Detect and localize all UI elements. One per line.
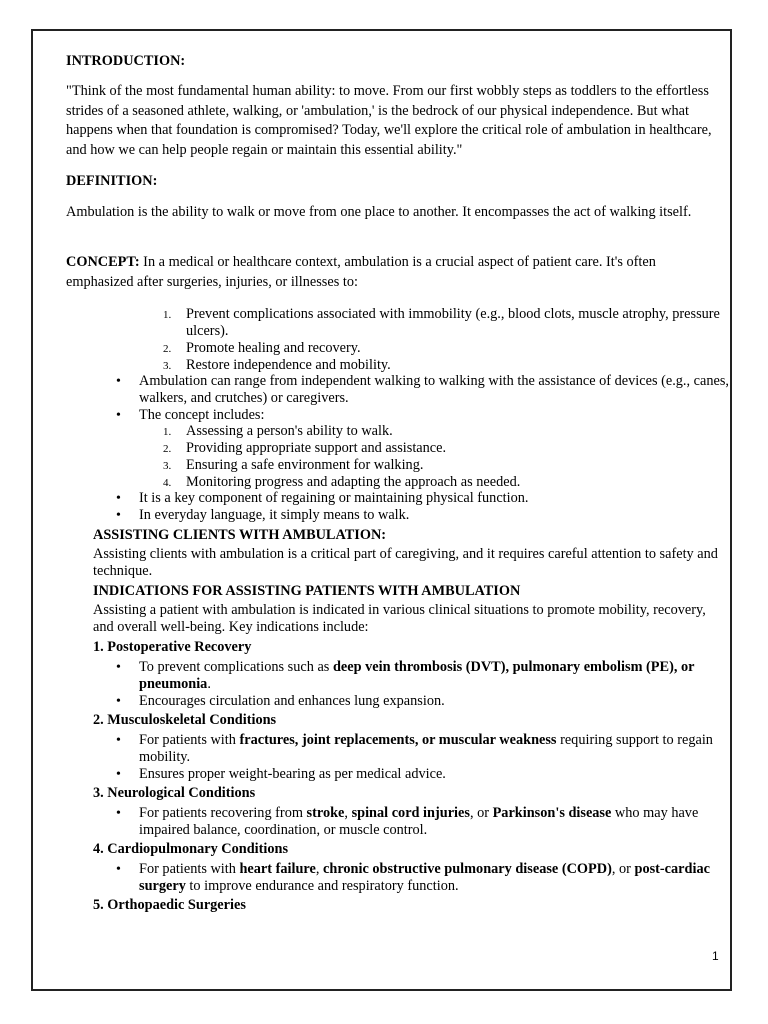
list-item: • It is a key component of regaining or maintaining physical function. xyxy=(139,490,729,507)
introduction-text: "Think of the most fundamental human ability: to move. From our first wobbly steps as toddlers to the effortless strides of a seasoned athlete, walking, or 'ambulation,' is the bedrock of our physical independence. But what happens when that foundation is compromised? Today, we'll explore the critical role of ambulation in healthcare, and how we can help people regain or maintain this essential ability." xyxy=(66,83,712,158)
indications-heading: INDICATIONS FOR ASSISTING PATIENTS WITH AMBULATION xyxy=(93,583,521,599)
list-item: • To prevent complications such as deep vein thrombosis (DVT), pulmonary embolism (PE), or pneumonia. xyxy=(139,659,729,693)
list-item: 2. Promote healing and recovery. xyxy=(163,340,361,356)
page-number: 1 xyxy=(712,949,719,963)
section-title-orthopaedic: 5. Orthopaedic Surgeries xyxy=(93,897,246,913)
cardiopulmonary-bullets xyxy=(139,861,729,895)
list-item: 4. Monitoring progress and adapting the approach as needed. xyxy=(163,474,521,490)
list-item: • For patients with heart failure, chronic obstructive pulmonary disease (COPD), or post-cardiac surgery to improve endurance and respiratory function. xyxy=(139,861,729,895)
list-item: • The concept includes: xyxy=(139,407,729,424)
section-title-musculoskeletal: 2. Musculoskeletal Conditions xyxy=(93,712,277,728)
definition-text: Ambulation is the ability to walk or move from one place to another. It encompasses the act of walking itself. xyxy=(66,204,692,220)
list-item: • Ensures proper weight-bearing as per medical advice. xyxy=(139,766,729,783)
list-item: • For patients with fractures, joint replacements, or muscular weakness requiring support to regain mobility. xyxy=(139,732,729,766)
list-item: • Encourages circulation and enhances lung expansion. xyxy=(139,693,729,710)
concept-bullets-2 xyxy=(139,490,729,524)
concept-includes-list xyxy=(163,423,726,491)
list-item: • Ambulation can range from independent walking to walking with the assistance of devices (e.g., canes, walkers, and crutches) or caregivers. xyxy=(139,373,729,407)
list-item: 3. Ensuring a safe environment for walking. xyxy=(163,457,424,473)
list-item: 2. Providing appropriate support and assistance. xyxy=(163,440,447,456)
section-title-postoperative: 1. Postoperative Recovery xyxy=(93,639,252,655)
section-title-cardiopulmonary: 4. Cardiopulmonary Conditions xyxy=(93,841,289,857)
assisting-heading: ASSISTING CLIENTS WITH AMBULATION: xyxy=(93,527,387,543)
indications-text: Assisting a patient with ambulation is indicated in various clinical situations to promote mobility, recovery, and overall well-being. Key indications include: xyxy=(93,602,706,635)
concept-bullets-1 xyxy=(139,373,729,424)
concept-paragraph xyxy=(66,253,726,292)
neurological-bullets xyxy=(139,805,729,839)
assisting-text: Assisting clients with ambulation is a critical part of caregiving, and it requires careful attention to safety and technique. xyxy=(93,546,718,579)
list-item: 1. Assessing a person's ability to walk. xyxy=(163,423,393,439)
introduction-heading: INTRODUCTION: xyxy=(66,53,186,69)
section-title-neurological: 3. Neurological Conditions xyxy=(93,785,256,801)
definition-heading: DEFINITION: xyxy=(66,173,158,189)
musculoskeletal-bullets xyxy=(139,732,729,783)
concept-text: In a medical or healthcare context, ambulation is a crucial aspect of patient care. It's often emphasized after surgeries, injuries, or illnesses to: xyxy=(66,254,656,290)
list-item: • In everyday language, it simply means to walk. xyxy=(139,507,729,524)
list-item: 3. Restore independence and mobility. xyxy=(163,357,391,373)
list-item: • For patients recovering from stroke, spinal cord injuries, or Parkinson's disease who may have impaired balance, coordination, or muscle control. xyxy=(139,805,729,839)
postoperative-bullets xyxy=(139,659,729,710)
concept-goals-list xyxy=(163,306,726,374)
list-item: 1. Prevent complications associated with immobility (e.g., blood clots, muscle atrophy, pressure ulcers). xyxy=(163,306,720,339)
concept-label: CONCEPT: xyxy=(66,254,140,270)
